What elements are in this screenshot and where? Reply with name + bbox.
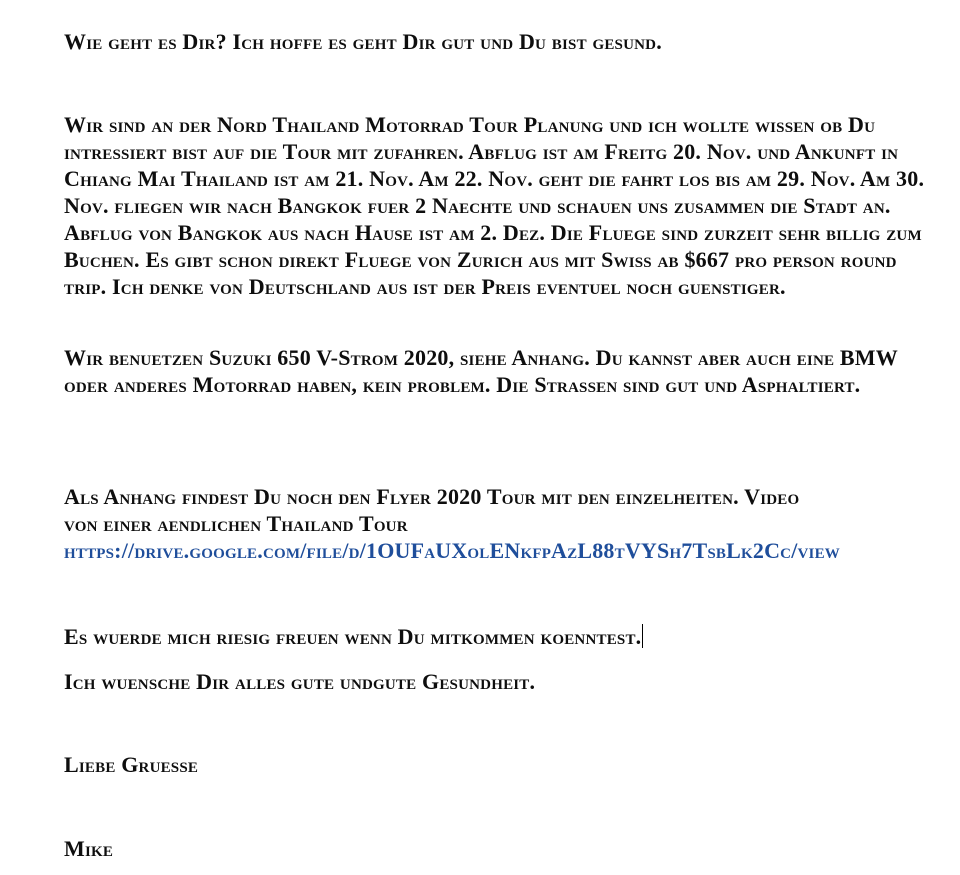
- attachment-paragraph: [64, 483, 840, 564]
- video-link[interactable]: https://drive.google.com/file/d/1OUFaUXolENkfpAzL88tVYSh7TsbLk2Cc/view: [64, 538, 840, 563]
- tour-planning-paragraph: Wir sind an der Nord Thailand Motorrad Tour Planung und ich wollte wissen ob Du intressiert bist auf die Tour mit zufahren. Abflug ist am Freitg 20. Nov. und Ankunft in Chiang Mai Thailand ist am 21. Nov. Am 22. Nov. geht die fahrt los bis am 29. Nov. Am 30. Nov. fliegen wir nach Bangkok fuer 2 Naechte und schauen uns zusammen die Stadt an. Abflug von Bangkok aus nach Hause ist am 2. Dez. Die Fluege sind zurzeit sehr billig zum Buchen. Es gibt schon direkt Fluege von Zurich aus mit Swiss ab $667 pro person round trip. Ich denke von Deutschland aus ist der Preis eventuel noch guenstiger.: [64, 112, 925, 299]
- hope-text: Es wuerde mich riesig freuen wenn Du mitkommen koenntest.: [64, 624, 642, 649]
- text-cursor: [642, 624, 643, 648]
- motorcycle-paragraph: Wir benuetzen Suzuki 650 V-Strom 2020, siehe Anhang. Du kannst aber auch eine BMW oder anderes Motorrad haben, kein problem. Die Strassen sind gut und Asphaltiert.: [64, 345, 898, 397]
- attachment-text: Als Anhang findest Du noch den Flyer 2020 Tour mit den einzelheiten. Video von einer aendlichen Thailand Tour: [64, 484, 800, 536]
- wishes-line: Ich wuensche Dir alles gute undgute Gesundheit.: [64, 669, 536, 694]
- hope-line: [64, 623, 932, 650]
- signature: Mike: [64, 836, 114, 861]
- closing-line: Liebe Gruesse: [64, 752, 199, 777]
- greeting-line: Wie geht es Dir? Ich hoffe es geht Dir gut und Du bist gesund.: [64, 29, 662, 54]
